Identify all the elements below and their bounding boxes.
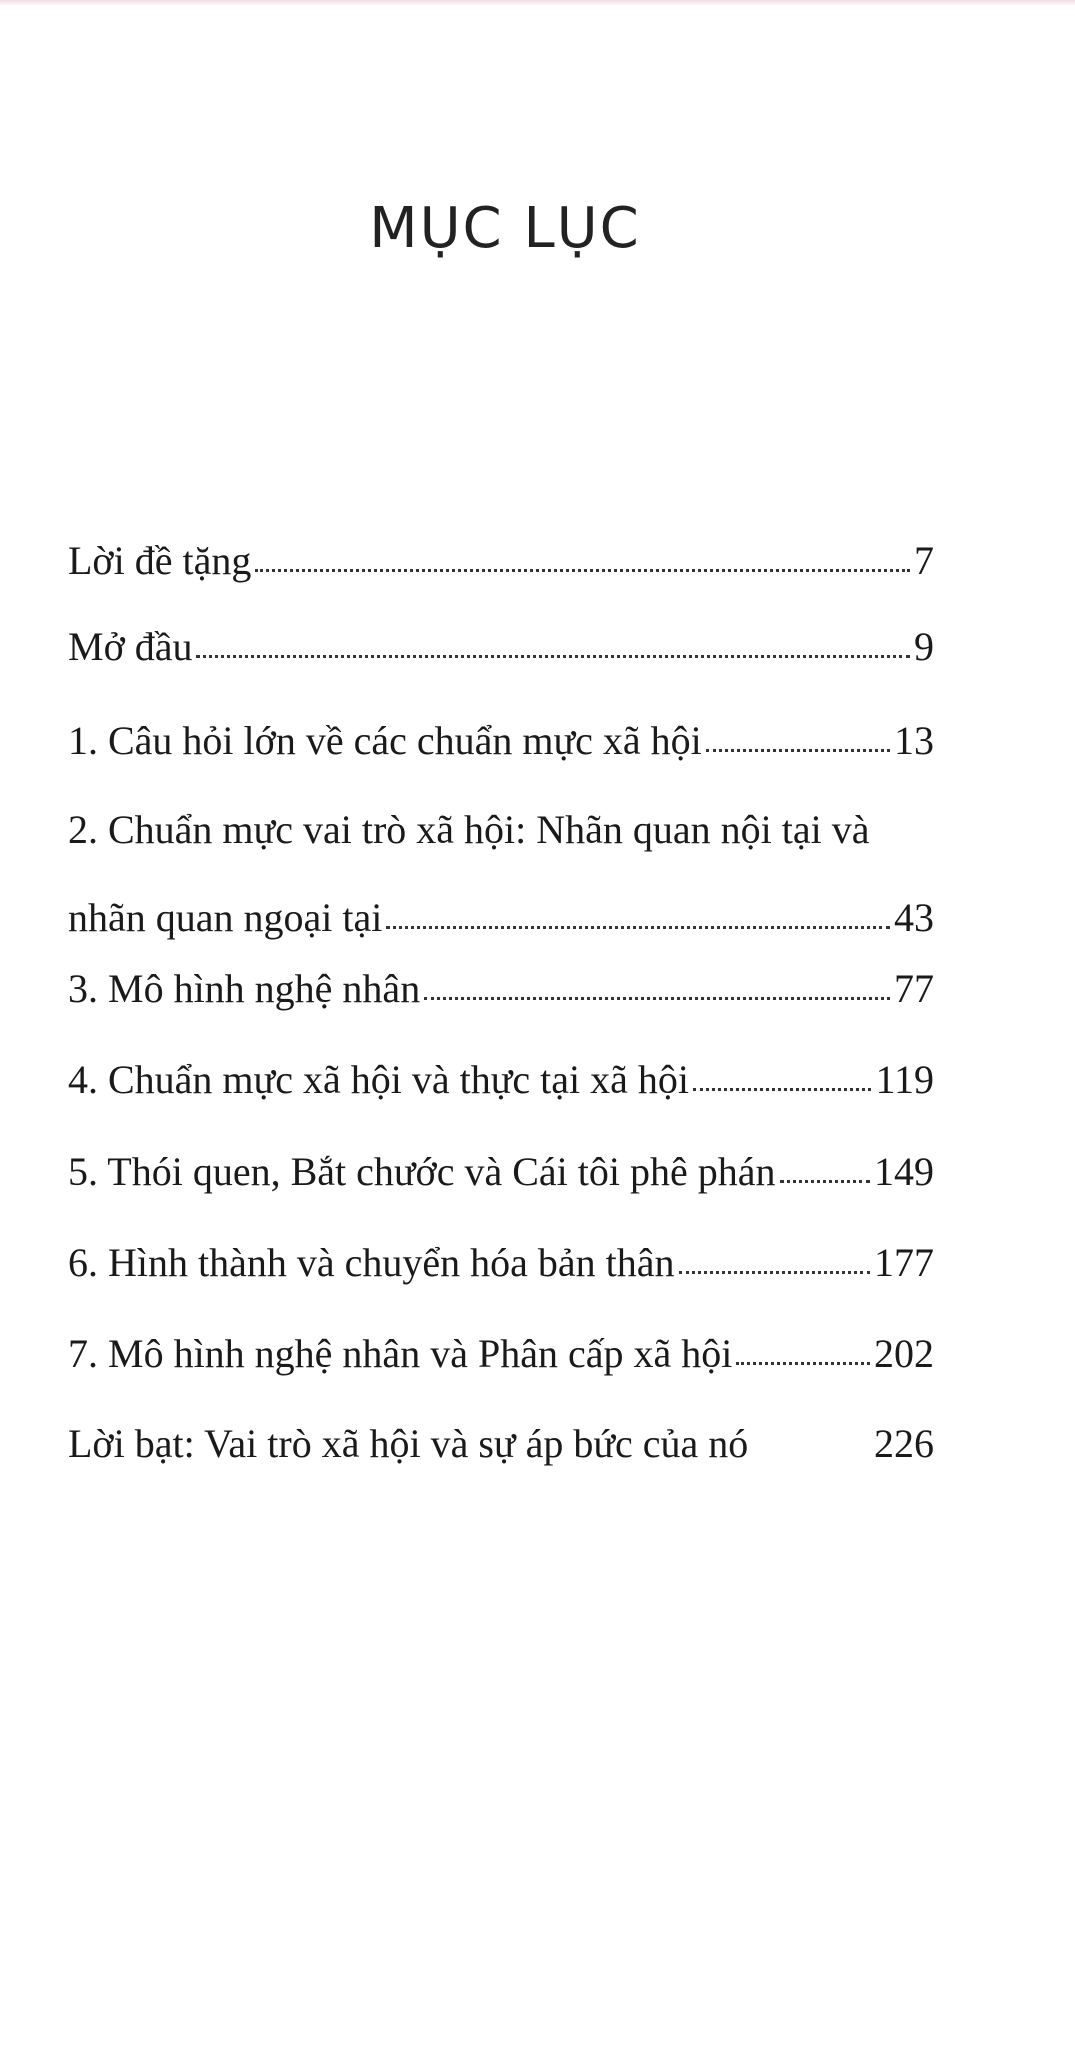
toc-entry-chapter-5[interactable] — [68, 1148, 934, 1196]
toc-entry-title: 5. Thói quen, Bắt chước và Cái tôi phê phán — [68, 1149, 776, 1194]
toc-entry-title-line-2: nhãn quan ngoại tại — [68, 895, 383, 940]
dot-leader — [706, 749, 890, 752]
toc-entry-page: 7 — [914, 538, 934, 583]
page-top-edge — [0, 0, 1075, 6]
toc-entry-chapter-2[interactable] — [68, 806, 934, 942]
toc-entry-title: 4. Chuẩn mực xã hội và thực tại xã hội — [68, 1057, 689, 1102]
toc-entry-page: 77 — [894, 966, 934, 1011]
toc-entry-title: 1. Câu hỏi lớn về các chuẩn mực xã hội — [68, 718, 702, 763]
toc-entry-afterword[interactable] — [68, 1420, 934, 1468]
toc-entry-page: 119 — [875, 1057, 934, 1102]
toc-entry-title: 3. Mô hình nghệ nhân — [68, 966, 421, 1011]
toc-entry-page: 9 — [914, 624, 934, 669]
dot-leader — [386, 926, 890, 929]
toc-entry-page: 177 — [874, 1240, 934, 1285]
toc-entry-title: 7. Mô hình nghệ nhân và Phân cấp xã hội — [68, 1331, 733, 1376]
toc-entry-page: 43 — [894, 895, 934, 940]
toc-entry-chapter-3[interactable] — [68, 965, 934, 1013]
toc-entry-page: 226 — [874, 1421, 934, 1466]
toc-entry-title: Mở đầu — [68, 624, 193, 669]
dot-leader — [693, 1088, 871, 1091]
dot-leader — [736, 1362, 870, 1365]
toc-entry-title: 6. Hình thành và chuyển hóa bản thân — [68, 1240, 675, 1285]
toc-entry-chapter-7[interactable] — [68, 1330, 934, 1378]
toc-entry-introduction[interactable] — [68, 623, 934, 671]
dot-leader — [424, 997, 890, 1000]
dot-leader — [679, 1271, 870, 1274]
toc-entry-chapter-4[interactable] — [68, 1056, 934, 1104]
toc-entry-page: 13 — [894, 718, 934, 763]
toc-entry-page: 202 — [874, 1331, 934, 1376]
toc-entry-page: 149 — [874, 1149, 934, 1194]
toc-entry-dedication[interactable] — [68, 537, 934, 585]
page-title: MỤC LỤC — [369, 196, 641, 261]
toc-entry-title-line-1: 2. Chuẩn mực vai trò xã hội: Nhãn quan nội tại và — [68, 807, 870, 852]
dot-leader — [255, 569, 910, 572]
toc-entry-title: Lời đề tặng — [68, 538, 252, 583]
dot-leader — [196, 655, 910, 658]
toc-entry-chapter-6[interactable] — [68, 1239, 934, 1287]
dot-leader — [780, 1180, 871, 1183]
toc-entry-title: Lời bạt: Vai trò xã hội và sự áp bức của nó — [68, 1421, 749, 1466]
toc-entry-chapter-1[interactable] — [68, 717, 934, 765]
